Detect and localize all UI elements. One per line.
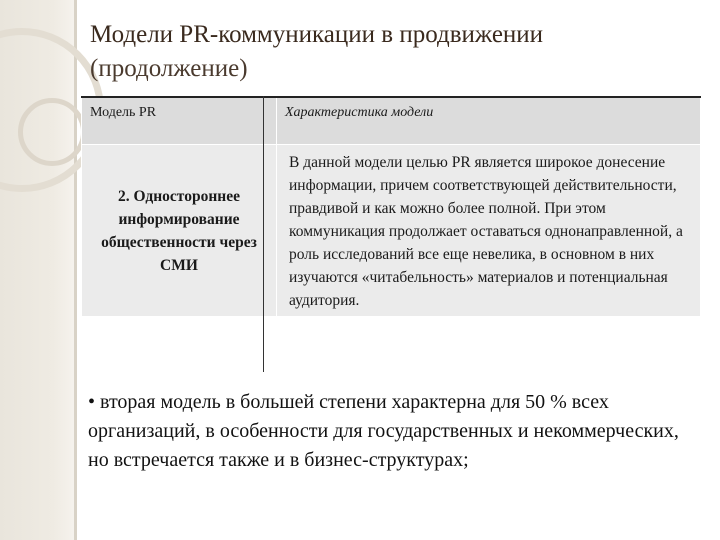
table-column-divider bbox=[263, 96, 264, 372]
table-row bbox=[82, 145, 701, 317]
bullet-note: • вторая модель в большей степени характерна для 50 % всех организаций, в особенности для государственных и некоммерческих, но встречается также и в бизнес-структурах; bbox=[88, 391, 679, 471]
table-top-rule bbox=[81, 96, 701, 98]
decorative-circle-small bbox=[18, 98, 86, 166]
model-table bbox=[81, 96, 701, 317]
table-header-row bbox=[82, 97, 701, 145]
cell-model-name: 2. Одностороннее информирование общественности через СМИ bbox=[82, 145, 277, 317]
slide-title-line2: (продолжение) bbox=[90, 55, 248, 82]
slide-title-line1: Модели PR-коммуникации в продвижении bbox=[90, 21, 544, 48]
slide-title bbox=[90, 18, 700, 86]
header-model: Модель PR bbox=[82, 97, 277, 145]
header-characteristic: Характеристика модели bbox=[277, 97, 701, 145]
cell-model-description: В данной модели целью PR является широкое донесение информации, причем соответствующей действительности, правдивой и как можно более полной. При этом коммуникация продолжает оставаться однонаправленной, а роль исследований все еще невелика, в основном в них изучаются «читабельность» материалов и потенциальная аудитория. bbox=[277, 145, 701, 317]
